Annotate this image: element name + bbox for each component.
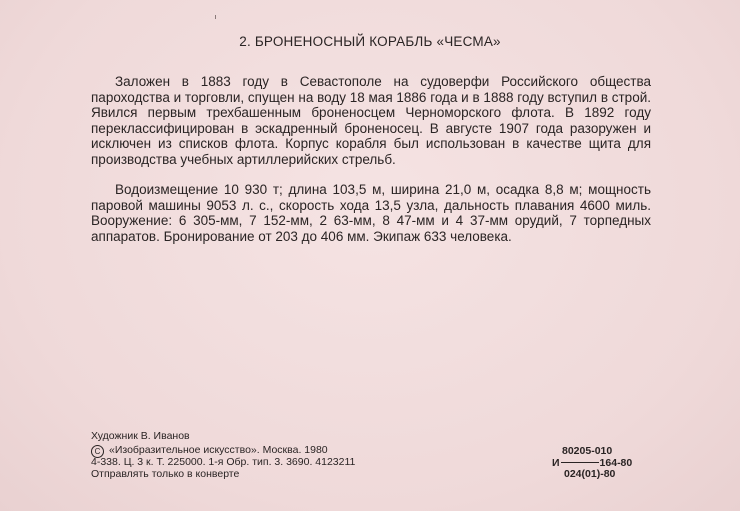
publisher-text: «Изобразительное искусство». Москва. 1980: [109, 444, 328, 456]
history-text: Заложен в 1883 году в Севастополе на судоверфи Российского общества пароходства и торговли, спущен на воду 18 мая 1886 года и в 1888 году вступил в строй. Явился первым трехбашенным броненосцем Черноморского флота. В 1892 году переклассифицирован в эскадренный броненосец. В августе 1907 года разоружен и исключен из списков флота. Корпус корабля был использован в качестве щита для производства учебных артиллерийских стрельб.: [91, 74, 651, 167]
description-paragraph: [91, 74, 651, 168]
card-title: 2. БРОНЕНОСНЫЙ КОРАБЛЬ «ЧЕСМА»: [239, 34, 501, 49]
catalog-code-2-suffix: 164-80: [599, 457, 633, 469]
mailing-note: Отправлять только в конверте: [91, 468, 240, 480]
specifications-paragraph: [91, 182, 651, 244]
print-speck: [215, 15, 216, 19]
copyright-icon: C: [91, 445, 104, 458]
catalog-code-3: 024(01)-80: [564, 468, 616, 480]
catalog-code-1: 80205-010: [562, 445, 613, 457]
print-info: 4-338. Ц. 3 к. Т. 225000. 1-я Обр. тип. 3. 3690. 4123211: [91, 456, 356, 468]
artist-credit: Художник В. Иванов: [91, 430, 190, 442]
specs-text: Водоизмещение 10 930 т; длина 103,5 м, ширина 21,0 м, осадка 8,8 м; мощность паровой машины 9053 л. с., скорость хода 13,5 узла, дальность плавания 4600 миль. Вооружение: 6 305-мм, 7 152-мм, 2 63-мм, 8 47-мм и 4 37-мм орудий, 7 торпедных аппаратов. Бронирование от 203 до 406 мм. Экипаж 633 человека.: [91, 182, 651, 244]
fraction-rule: [561, 462, 599, 463]
catalog-code-2-prefix: И: [552, 457, 560, 469]
